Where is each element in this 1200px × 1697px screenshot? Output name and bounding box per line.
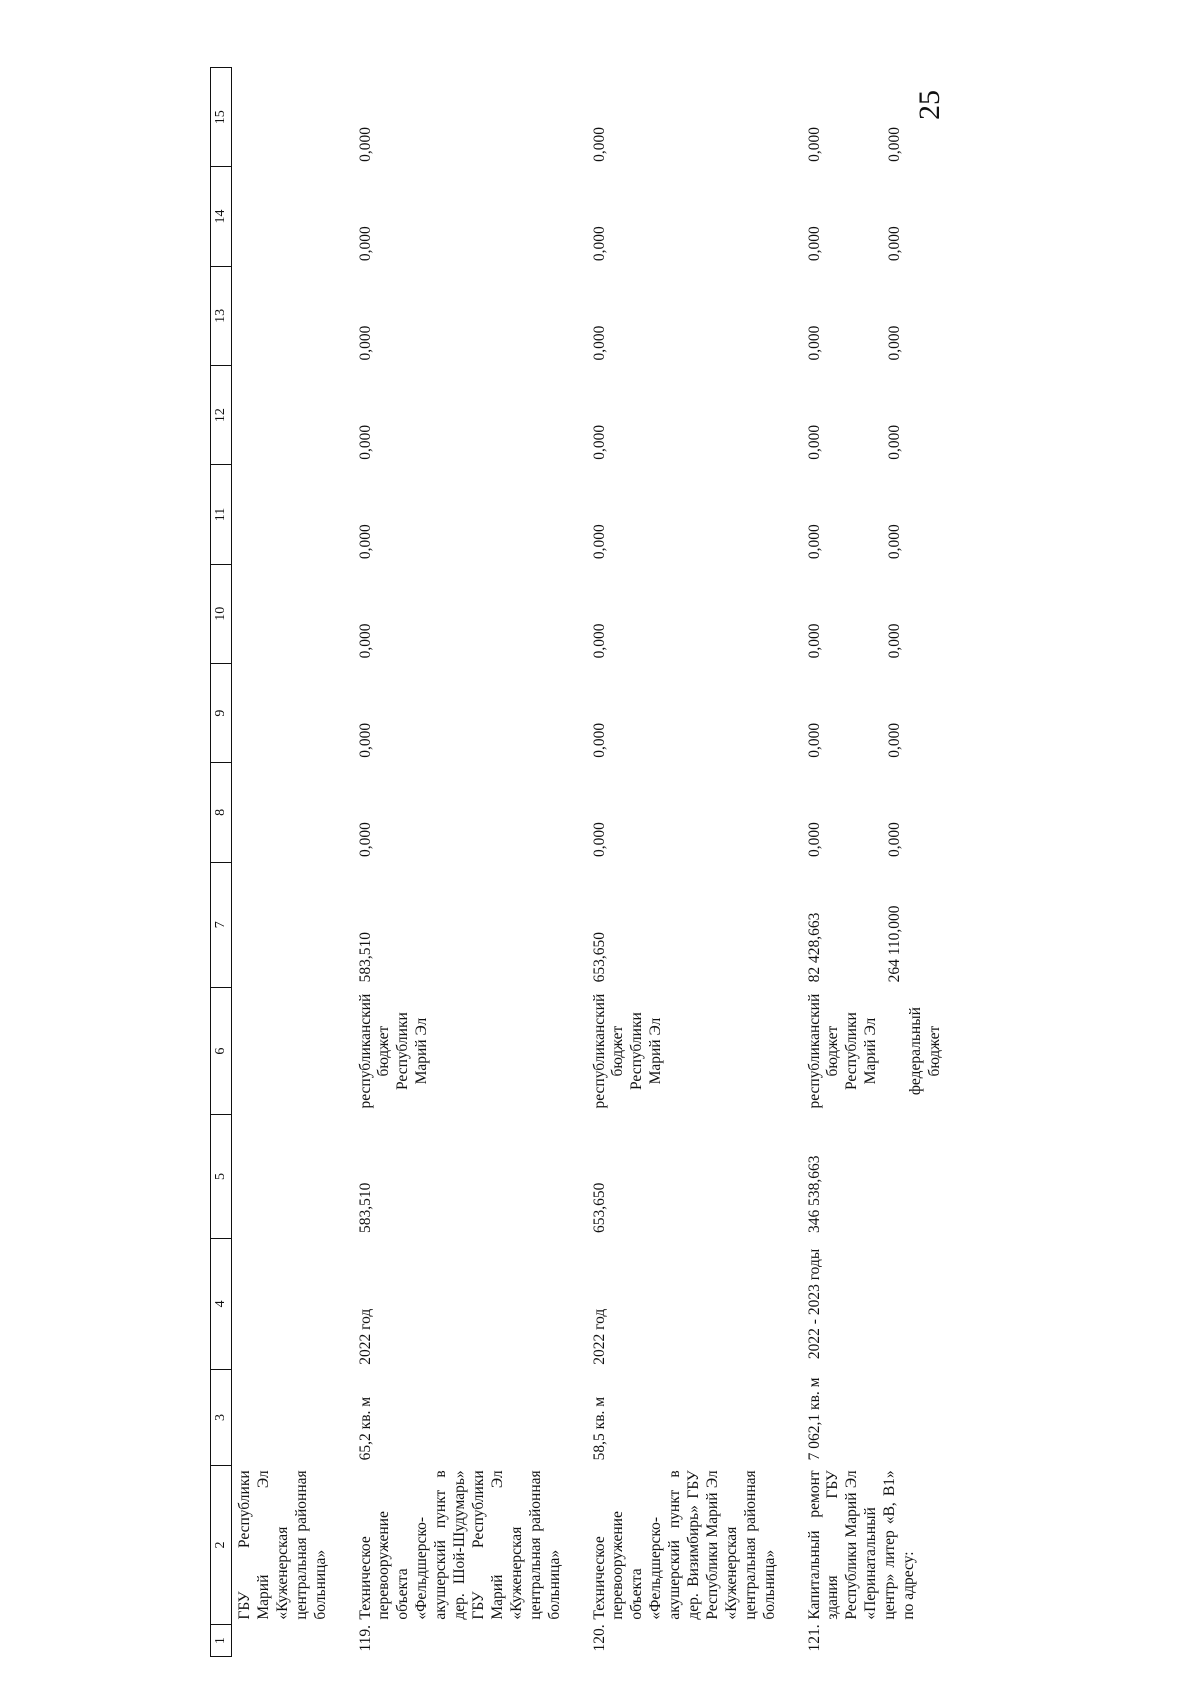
column-8-cell [802, 763, 967, 862]
column-header: 13 [211, 266, 232, 365]
column-7-value: 653,650 [590, 932, 608, 983]
column-12-value: 0,000 [356, 424, 374, 460]
column-9-value: 0,000 [590, 722, 608, 758]
column-15-value: 0,000 [356, 126, 374, 162]
capacity: 7 062,1 кв. м [805, 1377, 823, 1461]
column-8-value: 0,000 [590, 822, 608, 858]
column-9-value: 0,000 [356, 722, 374, 758]
total-cost: 346 538,663 [805, 1155, 823, 1234]
column-11-value: 0,000 [590, 524, 608, 560]
object-name: Техническое перевооружение объекта «Фельдшерско-акушерский пункт в дер. Шой-Шудумарь» ГБУ Республики Марий Эл «Куженерская центральная районная больница» [356, 1470, 563, 1620]
column-7-cell [802, 862, 967, 987]
object-name: Капитальный ремонт здания ГБУ Республики Марий Эл «Перинатальный центр» литер «В, В1» по адресу: [805, 1470, 918, 1620]
column-header: 7 [211, 862, 232, 987]
budget-table-sheet [210, 67, 1000, 1657]
table-row [353, 68, 587, 1657]
table-row [232, 68, 353, 1657]
column-7-value: 583,510 [356, 932, 374, 983]
column-header: 4 [211, 1238, 232, 1370]
column-13-value: 0,000 [590, 325, 608, 361]
column-8-value: 0,000 [886, 822, 904, 858]
column-13-value: 0,000 [356, 325, 374, 361]
column-11-value: 0,000 [886, 524, 904, 560]
column-13-cell [802, 266, 967, 365]
funding-source: республиканский бюджет Республики Марий Эл [805, 993, 880, 1109]
column-header: 8 [211, 763, 232, 862]
column-14-value: 0,000 [590, 226, 608, 262]
column-11-cell [802, 465, 967, 564]
column-15-cell [802, 68, 967, 167]
column-10-cell [802, 564, 967, 663]
capacity: 58,5 кв. м [590, 1396, 608, 1461]
column-15-value: 0,000 [805, 126, 823, 162]
total-cost [232, 1115, 353, 1238]
row-number: 120. [590, 1624, 608, 1652]
column-10-value: 0,000 [886, 623, 904, 659]
funding-source: республиканский бюджет Республики Марий Эл [356, 993, 431, 1109]
period: 2022 год [590, 1308, 608, 1365]
column-14-value: 0,000 [805, 226, 823, 262]
column-13-value: 0,000 [805, 325, 823, 361]
period: 2022 - 2023 годы [805, 1248, 823, 1360]
period [232, 1238, 353, 1370]
row-number [232, 1625, 353, 1657]
column-header: 14 [211, 167, 232, 266]
column-12-value: 0,000 [805, 424, 823, 460]
capacity [232, 1370, 353, 1466]
object-name: Техническое перевооружение объекта «Фельдшерско-акушерский пункт в дер. Визимбирь» ГБУ Республики Марий Эл «Куженерская центральная районная больница» [590, 1470, 778, 1620]
column-header: 6 [211, 987, 232, 1114]
table-row [802, 68, 967, 1657]
column-header: 11 [211, 465, 232, 564]
column-header: 10 [211, 564, 232, 663]
column-13-value: 0,000 [886, 325, 904, 361]
column-9-cell [802, 663, 967, 762]
column-8-value: 0,000 [805, 822, 823, 858]
column-header: 15 [211, 68, 232, 167]
column-15-value: 0,000 [590, 126, 608, 162]
column-10-value: 0,000 [805, 623, 823, 659]
column-14-value: 0,000 [886, 226, 904, 262]
column-header: 1 [211, 1625, 232, 1657]
row-number: 121. [805, 1624, 823, 1652]
total-cost: 653,650 [590, 1182, 608, 1234]
total-cost: 583,510 [356, 1182, 374, 1234]
column-header: 5 [211, 1115, 232, 1238]
column-10-value: 0,000 [356, 623, 374, 659]
column-header: 3 [211, 1370, 232, 1466]
column-12-cell [802, 365, 967, 464]
column-10-value: 0,000 [590, 623, 608, 659]
column-header: 9 [211, 663, 232, 762]
capacity: 65,2 кв. м [356, 1396, 374, 1461]
column-header: 12 [211, 365, 232, 464]
column-header: 2 [211, 1465, 232, 1624]
column-7-value: 82 428,663 [805, 912, 823, 983]
column-12-value: 0,000 [886, 424, 904, 460]
table-row [587, 68, 802, 1657]
funding-sources-cell [802, 987, 967, 1114]
column-14-cell [802, 167, 967, 266]
object-name: ГБУ Республики Марий Эл «Куженерская центральная районная больница» [236, 1470, 329, 1620]
column-9-value: 0,000 [805, 722, 823, 758]
column-numbers-row [211, 68, 232, 1657]
column-9-value: 0,000 [886, 722, 904, 758]
column-14-value: 0,000 [356, 226, 374, 262]
column-11-value: 0,000 [805, 524, 823, 560]
period: 2022 год [356, 1308, 374, 1365]
budget-table [210, 67, 967, 1657]
funding-source: республиканский бюджет Республики Марий Эл [590, 993, 665, 1109]
column-7-value: 264 110,000 [886, 905, 904, 983]
column-12-value: 0,000 [590, 424, 608, 460]
funding-source: федеральный бюджет [907, 1007, 944, 1096]
page-number: 25 [913, 90, 946, 120]
row-number: 119. [356, 1624, 374, 1652]
column-11-value: 0,000 [356, 524, 374, 560]
column-8-value: 0,000 [356, 822, 374, 858]
column-15-value: 0,000 [886, 126, 904, 162]
